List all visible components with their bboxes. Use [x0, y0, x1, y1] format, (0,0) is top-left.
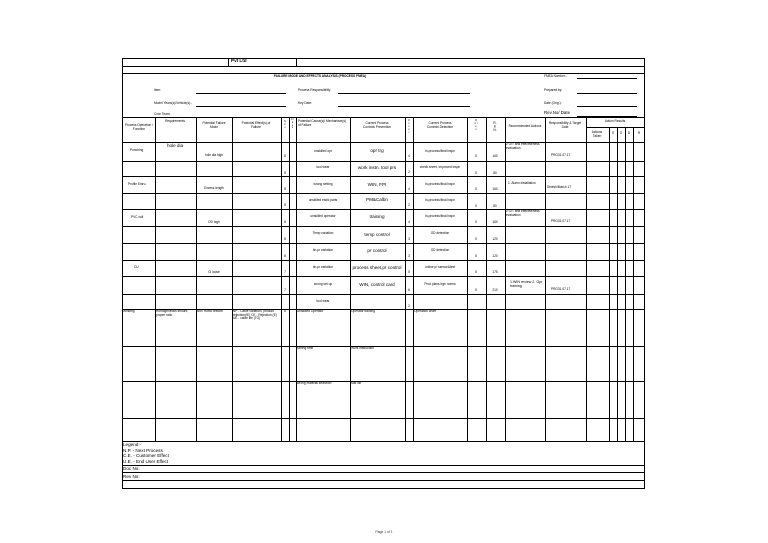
table-row-det: 5	[475, 270, 477, 274]
table-row-cause: unskilled operator	[310, 214, 336, 218]
table-row-occ: 4	[408, 220, 410, 224]
table-row-effect: NP - Cable variation, product rejection(IE) CE - Rejection (E) UE - cable life (TO)	[233, 309, 277, 321]
table-row-rpn: 120	[492, 254, 498, 258]
table-row-rpn: 175	[492, 270, 498, 274]
table-row-cause: tin-pr variation	[312, 248, 334, 252]
table-row-sev: 8	[284, 220, 286, 224]
table-row-occ: 4	[408, 154, 410, 158]
legend-np: N.P. - Next Process	[123, 447, 163, 453]
table-row-rpn: 160	[492, 154, 498, 158]
key-date-line	[338, 106, 470, 107]
table-row-det: 5	[475, 288, 477, 292]
table-row-mode: hole dia high	[204, 153, 224, 157]
item-line	[196, 93, 286, 94]
table-row-det: 5	[475, 171, 477, 175]
table-row-det-ctrl: In-process/final inspn	[424, 182, 456, 186]
col-sev: S e v	[284, 120, 286, 129]
col-occ: O c c u r	[407, 119, 411, 134]
core-team-label: Core Team:	[154, 112, 171, 116]
table-row-occ: 2	[408, 203, 410, 207]
divider	[122, 465, 645, 466]
table-row-mode: Excess length	[204, 186, 224, 190]
table-row-rpn: 80	[493, 171, 497, 175]
table-row-cause: tool wear	[316, 299, 330, 303]
table-row-process: Winding	[123, 309, 135, 313]
table-row-rpn: 160	[492, 187, 498, 191]
col-failure-mode: Potential Failure Mode	[202, 121, 226, 129]
divider	[122, 480, 645, 481]
prepared-by-line	[577, 93, 637, 94]
table-row-req: Homogeneous texture, proper ratio	[156, 309, 189, 317]
table-row-cause: wrong material selection	[297, 381, 332, 385]
col-prevention: Current Process Controls Prevention	[363, 121, 391, 129]
model-label: Model Years(s)/Vehicle(s):-	[154, 101, 193, 105]
col-process: Process Operation / Function	[124, 123, 154, 131]
table-row-rec: 1. Alarm installation	[508, 181, 536, 185]
divider	[228, 58, 229, 66]
date-orig-label: Date (Orig.):	[544, 101, 562, 105]
legend-ce: C.E. - Customer Effect	[123, 453, 169, 458]
legend-title: Legend:-	[123, 442, 142, 447]
table-row-det: 5	[475, 254, 477, 258]
table-row-req: hole dia	[166, 143, 184, 148]
table-row-cause: Temp variation	[312, 231, 334, 235]
table-row-prev: temp control	[364, 232, 390, 237]
table-row-cause: Mixing time	[297, 346, 314, 350]
table-row-resp: PRG31.07.17	[551, 219, 571, 223]
legend-ue: U.E. - End User Effect	[123, 458, 169, 464]
col-effects: Potential Effect(s) of Failure	[241, 121, 271, 129]
fmea-number-label: FMEA Number:-	[544, 73, 567, 78]
table-row-sev: 8	[284, 309, 286, 313]
table-row-det-ctrl: OD detection	[430, 231, 450, 235]
table-row-mode: Cl loose	[208, 270, 220, 274]
page-number: Page 1 of 1	[375, 530, 393, 534]
date-orig-line	[577, 106, 637, 107]
key-date-label: Key Date:	[298, 101, 312, 105]
table-row-process: Punching	[130, 148, 144, 152]
table-row-process: Profile Extru.	[128, 182, 147, 186]
col-causes: Potential Cause(s)/ Mechanism(s) of Failure	[298, 119, 347, 127]
table-row-cause: wrong setting	[313, 182, 333, 186]
col-actions-taken: Actions Taken	[591, 130, 603, 138]
table-row-prev: process sheet,pr control	[352, 265, 402, 270]
table-row-rec: 2 O/T and effectiveness evaluation	[506, 209, 540, 217]
col-rpn: R. P. N.	[493, 121, 497, 133]
table-row-mode: Non Homo texture	[197, 309, 223, 313]
table-row-sev: 7	[284, 288, 286, 292]
table-row-rec: 1.WIN review 2. Opr training	[510, 280, 543, 288]
table-row-det: 5	[475, 237, 477, 241]
table-row-cause: tin-pr variation	[312, 265, 334, 269]
item-label: Item:	[154, 88, 162, 92]
col-recommended: Recommended Actions	[508, 124, 542, 128]
rev-no-label: Rev No:	[123, 474, 140, 479]
col-res-r: R	[637, 131, 641, 135]
table-row-prev: Work Instruction	[351, 346, 374, 350]
table-row-occ: 4	[408, 187, 410, 191]
table-row-cause: tool wear	[316, 165, 330, 169]
table-header-bottom	[122, 142, 645, 143]
table-row-cause: unskilled opr	[314, 149, 332, 153]
table-row-prev: Operator training	[351, 309, 375, 313]
table-row-rec: 2 O/T and effectiveness evaluation	[506, 142, 540, 150]
table-row-prev: training	[369, 214, 385, 219]
table-row-rpn: 160	[492, 220, 498, 224]
col-res-o: O	[619, 131, 623, 135]
table-row-prev: WIN, FPI	[367, 182, 387, 187]
table-row-occ: 5	[408, 270, 410, 274]
table-row-resp: PRG31.07.17	[551, 153, 571, 157]
table-row-occ: 6	[408, 288, 410, 292]
table-row-cause: unskilled elstic parts	[308, 198, 338, 202]
table-row-cause: wrong set up	[313, 282, 333, 286]
table-row-det-ctrl: In-process/final inspn	[424, 198, 456, 202]
table-row-mode: OD high	[208, 220, 220, 224]
divider	[296, 58, 297, 66]
table-row-det-ctrl: Operation chart	[414, 309, 436, 313]
table-row-det-ctrl: check sheet, improved inspn	[419, 165, 461, 169]
table-row-sev: 8	[284, 187, 286, 191]
table-row-rpn: 120	[492, 237, 498, 241]
table-row-sev: 8	[284, 254, 286, 258]
table-row-det-ctrl: OD detection	[430, 248, 450, 252]
table-row-sev: 7	[284, 270, 286, 274]
table-row-resp: PRG31.07.17	[551, 287, 571, 291]
table-top	[122, 117, 645, 118]
col-res-s: S	[611, 131, 615, 135]
col-responsibility: Responsibility & Target Date	[548, 121, 582, 129]
fmea-number-line	[577, 78, 637, 79]
col-det: D e t e c	[474, 119, 478, 131]
table-row-det-ctrl: In-process/final inspn	[424, 214, 456, 218]
table-row-occ: 3	[408, 237, 410, 241]
col-detection: Current Process Controls Detection	[426, 121, 454, 129]
table-row-det-ctrl: In-process/final inspn	[424, 149, 456, 153]
rev-no-date-label: Rev.No/ Date	[544, 110, 571, 115]
table-row-rpn: 80	[493, 204, 497, 208]
process-responsibility-label: Process Responsibility:	[298, 88, 331, 92]
table-row-resp: Dinesh/March 17	[547, 185, 572, 189]
table-row-sev: 8	[284, 237, 286, 241]
col-res-d: D	[627, 131, 631, 135]
table-row-prev: opr trg	[370, 148, 384, 153]
table-row-sev: 8	[284, 154, 286, 158]
process-responsibility-line	[338, 93, 470, 94]
divider	[122, 66, 645, 67]
table-row-det: 5	[475, 187, 477, 191]
table-row-sev: 8	[284, 171, 286, 175]
table-row-det: 5	[475, 154, 477, 158]
table-row-process: PVC coil	[131, 215, 144, 219]
table-row-occ: 2	[408, 170, 410, 174]
table-row-prev: work instn. tool prs	[357, 165, 397, 170]
col-requirements: Requirements	[165, 119, 185, 123]
table-row-occ: 2	[408, 304, 410, 308]
table-bottom	[122, 441, 645, 442]
doc-no-label: Doc No:	[123, 466, 140, 471]
company-name: Pvt Ltd	[231, 58, 247, 63]
table-row-occ: 3	[408, 254, 410, 258]
table-row-prev: PM&Calbn	[366, 197, 388, 202]
table-row-det: 5	[475, 220, 477, 224]
table-row-prev: pr control	[367, 248, 387, 253]
table-row-prev: Mat list	[351, 381, 362, 385]
table-row-det-ctrl: online pr sensor&test	[425, 265, 455, 269]
table-row-det-ctrl: Prod plans trge norms	[424, 282, 456, 286]
col-action-results: Action Results	[604, 119, 626, 123]
table-row-cause: Unskilled Operator	[297, 309, 324, 313]
table-row-det: 5	[475, 204, 477, 208]
table-row-sev: 8	[284, 203, 286, 207]
prepared-by-label: Prepared by:	[544, 88, 563, 92]
page-title: FAILURE MODE AND EFFECTS ANALYSIS (PROCESS FMEA)	[273, 73, 367, 78]
divider	[122, 472, 645, 473]
table-row-rpn: 210	[492, 288, 498, 292]
col-class: C l a s s	[291, 118, 294, 130]
table-row-prev: WIN, control card	[359, 282, 395, 287]
model-line	[196, 106, 286, 107]
table-row-process: CU	[134, 265, 139, 269]
